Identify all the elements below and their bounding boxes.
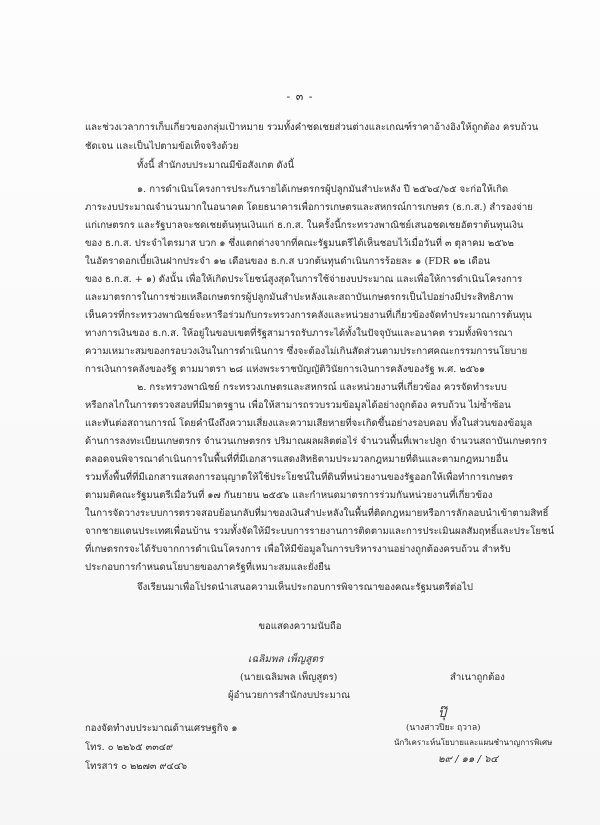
body-line: ความเหมาะสมของกรอบวงเงินในการดำเนินการ ซึ่งจะต้องไม่เกินสัดส่วนตามประกาศคณะกรรมการนโยบาย: [85, 346, 528, 357]
signer-name: (นายเฉลิมพล เพ็ญสูตร): [240, 672, 338, 683]
body-line: ตลอดจนพิจารณาดำเนินการในพื้นที่ที่มีเอกสารแสดงสิทธิตามประมวลกฎหมายที่ดินและตามกฎหมายอื่น: [85, 454, 509, 465]
body-line: และช่วงเวลาการเก็บเกี่ยวของกลุ่มเป้าหมาย รวมทั้งคำชดเชยส่วนต่างและเกณฑ์ราคาอ้างอิงให้ถูกต้อง ครบถ้วน: [85, 122, 539, 133]
body-line: ของ ธ.ก.ส. ประจำไตรมาส บวก ๑ ซึ่งแตกต่างจากที่คณะรัฐมนตรีได้เห็นชอบไว้เมื่อวันที่ ๓ ตุลาคม ๒๕๖๒: [85, 238, 514, 249]
body-line: ภาระงบประมาณจำนวนมากในอนาคต โดยธนาคารเพื่อการเกษตรและสหกรณ์การเกษตร (ธ.ก.ส.) สำรองจ่าย: [85, 202, 533, 213]
body-line: และทันต่อสถานการณ์ โดยคำนึงถึงความเสี่ยงและความเสียหายที่จะเกิดขึ้นอย่างรอบคอบ ทั้งในส่วนของข้อมูล: [85, 418, 533, 429]
body-line: และมาตรการในการช่วยเหลือเกษตรกรผู้ปลูกมันสำปะหลังและสถาบันเกษตรกรเป็นไปอย่างมีประสิทธิภาพ: [85, 292, 514, 303]
body-line: แก่เกษตรกร และรัฐบาลจะชดเชยต้นทุนเงินแก่ ธ.ก.ส. ในครั้งนี้กระทรวงพาณิชย์เสนอชดเชยอัตราต้นทุนเงิน: [85, 220, 524, 231]
point-1-heading: ๑. การดำเนินโครงการประกันรายได้เกษตรกรผู้ปลูกมันสำปะหลัง ปี ๒๕๖๔/๖๕ จะก่อให้เกิด: [137, 184, 509, 195]
body-line: การเงินการคลังของรัฐ ตามมาตรา ๒๘ แห่งพระราชบัญญัติวินัยการเงินการคลังของรัฐ พ.ศ. ๒๕๖๑: [85, 364, 486, 375]
phone-number: โทร. ๐ ๒๒๖๕ ๓๓๔๙: [85, 742, 174, 753]
section-intro: ทั้งนี้ สำนักงบประมาณมีข้อสังเกต ดังนี้: [137, 160, 295, 171]
body-line: ของ ธ.ก.ส. + ๑) ดังนั้น เพื่อให้เกิดประโยชน์สูงสุดในการใช้จ่ายงบประมาณ และเพื่อให้การดำเนินโครงการ: [85, 274, 523, 285]
certifier-name: (นางสาวปิยะ ฤวาล): [406, 723, 481, 733]
certifier-title: นักวิเคราะห์นโยบายและแผนชำนาญการพิเศษ: [394, 738, 553, 747]
certifier-signature: ปุ๊: [438, 706, 447, 721]
point-2-heading: ๒. กระทรวงพาณิชย์ กระทรวงเกษตรและสหกรณ์ และหน่วยงานที่เกี่ยวข้อง ควรจัดทำระบบ: [137, 382, 507, 393]
body-line: ที่เกษตรกรจะได้รับจากการดำเนินโครงการ เพื่อให้มีข้อมูลในการบริหารงานอย่างถูกต้องครบถ้วน สำหรับ: [85, 544, 511, 555]
body-line: รวมทั้งพื้นที่ที่มีเอกสารแสดงการอนุญาตให้ใช้ประโยชน์ในที่ดินที่หน่วยงานของรัฐออกให้เพื่อทำการเกษตร: [85, 472, 514, 483]
handwritten-signature: เฉลิมพล เพ็ญสูตร: [248, 654, 324, 665]
fax-number: โทรสาร ๐ ๒๒๗๓ ๙๔๔๖: [85, 761, 188, 772]
closing-text: ขอแสดงความนับถือ: [258, 621, 342, 632]
request-line: จึงเรียนมาเพื่อโปรดนำเสนอความเห็นประกอบการพิจารณาของคณะรัฐมนตรีต่อไป: [137, 582, 473, 593]
signer-title: ผู้อำนวยการสำนักงบประมาณ: [228, 690, 351, 701]
body-line: ทางการเงินของ ธ.ก.ส. ให้อยู่ในขอบเขตที่รัฐสามารถรับภาระได้ทั้งในปัจจุบันและอนาคต รวมทั้งพิจารณา: [85, 328, 513, 339]
body-line: จากชายแดนประเทศเพื่อนบ้าน รวมทั้งจัดให้มีระบบการรายงานการติดตามและการประเมินผลสัมฤทธิ์และประโยชน์: [85, 526, 555, 537]
certifier-date: ๒๙ / ๑๑ / ๖๔: [438, 754, 498, 765]
copy-label: สำเนาถูกต้อง: [450, 672, 505, 683]
body-line: ด้านการลงทะเบียนเกษตรกร จำนวนเกษตรกร ปริมาณผลผลิตต่อไร่ จำนวนพื้นที่เพาะปลูก จำนวนสถาบันเกษตรกร: [85, 436, 547, 447]
body-line: ในอัตราดอกเบี้ยเงินฝากประจำ ๑๒ เดือนของ ธ.ก.ส บวกต้นทุนดำเนินการร้อยละ ๑ (FDR ๑๒ เดือน: [85, 256, 491, 267]
body-line: ประกอบการกำหนดนโยบายของภาครัฐที่เหมาะสมและยั่งยืน: [85, 562, 331, 573]
body-line: ในการจัดวางระบบการตรวจสอบย้อนกลับที่มาของเงินสำปะหลังในพื้นที่ติดกฎหมายหรือการลักลอบนำเข้าตามสิทธิ์: [85, 508, 549, 519]
body-line: ชัดเจน และเป็นไปตามข้อเท็จจริงด้วย: [85, 141, 239, 152]
body-line: หรือกลไกในการตรวจสอบที่มีมาตรฐาน เพื่อให้สามารถรวบรวมข้อมูลได้อย่างถูกต้อง ครบถ้วน ไม่ซ้ำซ้อน: [85, 400, 511, 411]
body-line: ตามมติคณะรัฐมนตรีเมื่อวันที่ ๑๗ กันยายน ๒๕๕๖ และกำหนดมาตรการร่วมกันหน่วยงานที่เกี่ยวข้อง: [85, 490, 493, 501]
page-number: - ๓ -: [286, 90, 314, 103]
office-name: กองจัดทำงบประมาณด้านเศรษฐกิจ ๑: [85, 723, 238, 734]
body-line: เห็นควรที่กระทรวงพาณิชย์จะหารือร่วมกับกระทรวงการคลังและหน่วยงานที่เกี่ยวข้องจัดทำประมาณการต้นทุน: [85, 310, 532, 321]
